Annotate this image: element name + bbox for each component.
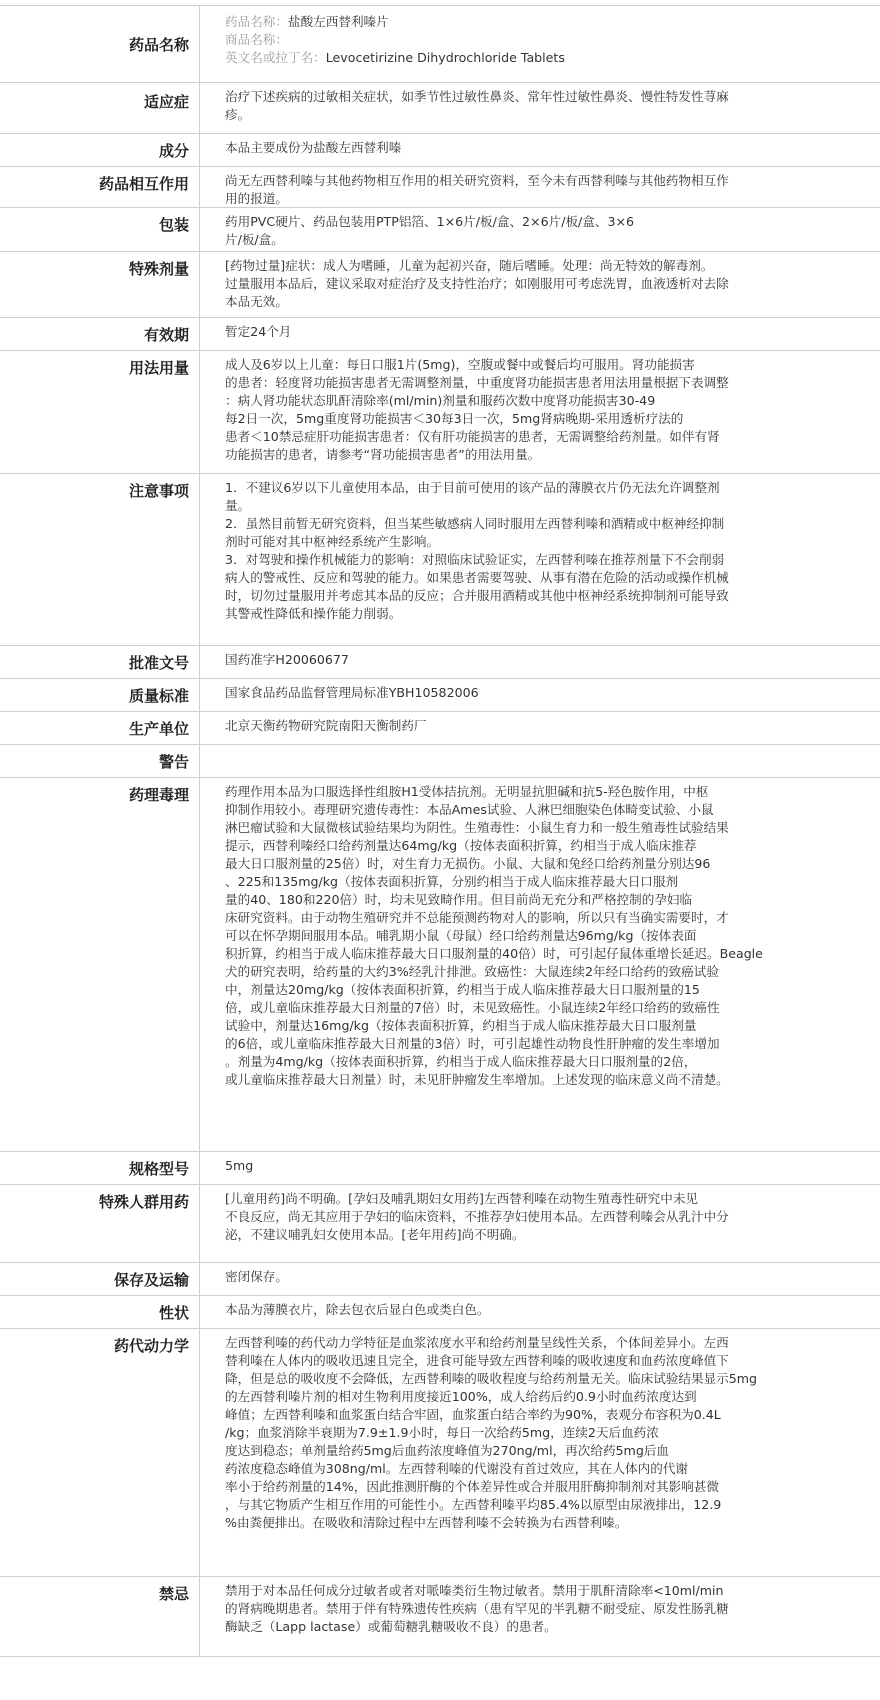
value-text-line: 抑制作用较小。毒理研究遗传毒性：本品Ames试验、人淋巴细胞染色体畸变试验、小鼠	[225, 802, 714, 817]
value-text-line: ：病人肾功能状态肌酐清除率(ml/min)剂量和服药次数中度肾功能损害30-49	[225, 393, 656, 408]
row-label-cell	[0, 1329, 200, 1576]
value-text-line: 或儿童临床推荐最大日剂量）时，未见肝肿瘤发生率增加。上述发现的临床意义尚不清楚。	[225, 1072, 729, 1087]
value-text-line: 国药准字H20060677	[225, 652, 349, 667]
value-text-line: 时，切勿过量服用并考虑其本品的反应；合并服用酒精或其他中枢神经系统抑制剂可能导致	[225, 588, 729, 603]
row-label-cell	[0, 167, 200, 207]
row-label-cell	[0, 1263, 200, 1295]
value-text-line: 病人的警戒性、反应和驾驶的能力。如果患者需要驾驶、从事有潜在危险的活动或操作机械	[225, 570, 729, 585]
value-text-line: 最大日口服剂量的25倍）时，对生育力无损伤。小鼠、大鼠和兔经口给药剂量分别达96	[225, 856, 711, 871]
row-value-cell	[225, 717, 815, 735]
value-text-line: 量。	[225, 498, 251, 513]
value-text-line: 床研究资料。由于动物生殖研究并不总能预测药物对人的影响，所以只有当确实需要时，才	[225, 910, 729, 925]
info-row	[0, 252, 880, 318]
value-text-line: 的左西替利嗪片剂的相对生物利用度接近100%，成人给药后约0.9小时血药浓度达到	[225, 1389, 697, 1404]
row-label: 药品名称	[128, 36, 189, 54]
row-value-cell	[225, 257, 815, 311]
row-value-cell	[225, 1190, 815, 1244]
value-text-line: 剂时可能对其中枢神经系统产生影响。	[225, 534, 440, 549]
row-label: 生产单位	[128, 720, 189, 738]
row-label-cell	[0, 1577, 200, 1656]
row-value-cell	[225, 1157, 815, 1175]
info-row	[0, 1185, 880, 1263]
value-text-line: 本品为薄膜衣片，除去包衣后显白色或类白色。	[225, 1302, 490, 1317]
value-text-line: 北京天衡药物研究院南阳天衡制药厂	[225, 718, 427, 733]
row-value-cell	[225, 323, 815, 341]
row-label: 禁忌	[158, 1585, 189, 1603]
row-label: 药理毒理	[128, 786, 189, 804]
value-text-line: [药物过量]症状：成人为嗜睡，儿童为起初兴奋，随后嗜睡。处理：尚无特效的解毒剂。	[225, 258, 714, 273]
row-label-cell	[0, 778, 200, 1151]
info-row	[0, 208, 880, 252]
value-text-line: 药用PVC硬片、药品包装用PTP铝箔、1×6片/板/盒、2×6片/板/盒、3×6	[225, 214, 635, 229]
row-value-cell	[225, 479, 815, 623]
info-row	[0, 474, 880, 646]
value-text-line: 每2日一次，5mg重度肾功能损害＜30每3日一次，5mg肾病晚期-采用透析疗法的	[225, 411, 684, 426]
info-row	[0, 1296, 880, 1329]
row-label: 药代动力学	[113, 1337, 189, 1355]
row-label-cell	[0, 134, 200, 166]
row-value-cell	[225, 13, 815, 67]
value-text-line: 不良反应，尚无其应用于孕妇的临床资料，不推荐孕妇使用本品。左西替利嗪会从乳汁中分	[225, 1209, 729, 1224]
row-label-cell	[0, 351, 200, 473]
value-text-line: 倍，或儿童临床推荐最大日剂量的7倍）时，未见致癌性。小鼠连续2年经口给药的致癌性	[225, 1000, 720, 1015]
row-value-cell	[225, 1582, 815, 1636]
english-name-key: 英文名或拉丁名：	[225, 50, 326, 65]
value-text-line: 率小于给药剂量的14%，因此推测肝酶的个体差异性或合并服用肝酶抑制剂对其影响甚微	[225, 1479, 719, 1494]
value-text-line: 尚无左西替利嗪与其他药物相互作用的相关研究资料，至今未有西替利嗪与其他药物相互作	[225, 173, 729, 188]
value-text-line: 替利嗪在人体内的吸收迅速且完全，进食可能导致左西替利嗪的吸收速度和血药浓度峰值下	[225, 1353, 729, 1368]
row-label-cell	[0, 318, 200, 350]
value-text-line: 。剂量为4mg/kg（按体表面积折算，约相当于成人临床推荐最大日口服剂量的2倍，	[225, 1054, 697, 1069]
row-value-cell	[225, 356, 815, 464]
value-text-line: 本品主要成份为盐酸左西替利嗪	[225, 140, 402, 155]
value-text-line: 酶缺乏（Lapp lactase）或葡萄糖乳糖吸收不良）的患者。	[225, 1619, 557, 1634]
row-label: 特殊人群用药	[98, 1193, 189, 1211]
value-text-line: 用的报道。	[225, 191, 288, 206]
value-text-line: 其警戒性降低和操作能力削弱。	[225, 606, 402, 621]
value-text-line: %由粪便排出。在吸收和清除过程中左西替利嗪不会转换为右西替利嗪。	[225, 1515, 628, 1530]
row-label: 成分	[158, 142, 189, 160]
row-label: 适应症	[143, 93, 189, 111]
value-text-line: 过量服用本品后，建议采取对症治疗及支持性治疗；如刚服用可考虑洗胃，血液透析对去除	[225, 276, 729, 291]
row-label-cell	[0, 6, 200, 82]
row-label-cell	[0, 679, 200, 711]
row-value-cell	[225, 1334, 815, 1532]
info-row	[0, 679, 880, 712]
info-row	[0, 745, 880, 778]
value-text-line: ，与其它物质产生相互作用的可能性小。左西替利嗪平均85.4%以原型由尿液排出，12.9	[225, 1497, 722, 1512]
value-text-line: 2．虽然目前暂无研究资料，但当某些敏感病人同时服用左西替利嗪和酒精或中枢神经抑制	[225, 516, 725, 531]
trade-name-key: 商品名称：	[225, 32, 288, 47]
row-value-cell	[225, 172, 815, 208]
row-value-cell	[225, 1268, 815, 1286]
row-value-cell	[225, 88, 815, 124]
info-row	[0, 1152, 880, 1185]
row-label: 警告	[158, 753, 189, 771]
value-text-line: 峰值；左西替利嗪和血浆蛋白结合牢固，血浆蛋白结合率约为90%，表观分布容积为0.4L	[225, 1407, 721, 1422]
value-text-line: 泌，不建议哺乳妇女使用本品。[老年用药]尚不明确。	[225, 1227, 525, 1242]
row-value-cell	[225, 783, 815, 1089]
value-text-line: 密闭保存。	[225, 1269, 288, 1284]
row-value-cell	[225, 213, 815, 249]
info-row	[0, 83, 880, 134]
info-row	[0, 318, 880, 351]
row-label-cell	[0, 712, 200, 744]
value-text-line: 1．不建议6岁以下儿童使用本品，由于目前可使用的该产品的薄膜衣片仍无法允许调整剂	[225, 480, 720, 495]
value-text-line: 片/板/盒。	[225, 232, 284, 247]
value-text-line: 中，剂量达20mg/kg（按体表面积折算，约相当于成人临床推荐最大日口服剂量的15	[225, 982, 700, 997]
row-value-cell	[225, 684, 815, 702]
row-label-cell	[0, 646, 200, 678]
value-text-line: 积折算，约相当于成人临床推荐最大日口服剂量的40倍）时，可引起仔鼠体重增长延迟。Beagle	[225, 946, 763, 961]
value-text-line: 5mg	[225, 1158, 254, 1173]
info-row	[0, 646, 880, 679]
value-text-line: 患者＜10禁忌症肝功能损害患者：仅有肝功能损害的患者，无需调整给药剂量。如伴有肾	[225, 429, 720, 444]
value-text-line: 药浓度稳态峰值为308ng/ml。左西替利嗪的代谢没有首过效应，其在人体内的代谢	[225, 1461, 689, 1476]
value-text-line: 降，但是总的吸收度不会降低，左西替利嗪的吸收程度与给药剂量无关。临床试验结果显示5mg	[225, 1371, 758, 1386]
value-text-line: 的肾病晚期患者。禁用于伴有特殊遗传性疾病（患有罕见的半乳糖不耐受症、原发性肠乳糖	[225, 1601, 729, 1616]
value-text-line: 暂定24个月	[225, 324, 292, 339]
row-label-cell	[0, 474, 200, 645]
value-text-line: 淋巴瘤试验和大鼠微核试验结果均为阴性。生殖毒性：小鼠生育力和一般生殖毒性试验结果	[225, 820, 729, 835]
row-label-cell	[0, 1185, 200, 1262]
row-label: 保存及运输	[113, 1271, 189, 1289]
value-text-line: 本品无效。	[225, 294, 288, 309]
info-row	[0, 712, 880, 745]
generic-name-line	[225, 13, 815, 31]
row-label: 注意事项	[128, 482, 189, 500]
row-label: 包装	[158, 216, 189, 234]
row-label: 用法用量	[128, 359, 189, 377]
value-text-line: 、225和135mg/kg（按体表面积折算，分别约相当于成人临床推荐最大日口服剂	[225, 874, 679, 889]
row-value-cell	[225, 1301, 815, 1319]
row-value-cell	[225, 139, 815, 157]
value-text-line: 成人及6岁以上儿童：每日口服1片(5mg)，空腹或餐中或餐后均可服用。肾功能损害	[225, 357, 695, 372]
info-row	[0, 1577, 880, 1657]
value-text-line: 的患者：轻度肾功能损害患者无需调整剂量，中重度肾功能损害患者用法用量根据下表调整	[225, 375, 729, 390]
generic-name-value: 盐酸左西替利嗪片	[287, 14, 389, 29]
info-row	[0, 134, 880, 167]
value-text-line: 度达到稳态；单剂量给药5mg后血药浓度峰值为270ng/ml，再次给药5mg后血	[225, 1443, 670, 1458]
value-text-line: 左西替利嗪的药代动力学特征是血浆浓度水平和给药剂量呈线性关系，个体间差异小。左西	[225, 1335, 729, 1350]
english-name-value: Levocetirizine Dihydrochloride Tablets	[325, 50, 565, 65]
row-value-cell	[225, 651, 815, 669]
info-row	[0, 778, 880, 1152]
row-label: 有效期	[143, 326, 189, 344]
generic-name-key: 药品名称：	[225, 14, 288, 29]
value-text-line: 可以在怀孕期间服用本品。哺乳期小鼠（母鼠）经口给药剂量达96mg/kg（按体表面	[225, 928, 697, 943]
value-text-line: 的6倍，或儿童临床推荐最大日剂量的3倍）时，可引起雄性动物良性肝肿瘤的发生率增加	[225, 1036, 720, 1051]
info-row	[0, 1329, 880, 1577]
info-row	[0, 167, 880, 208]
value-text-line: 治疗下述疾病的过敏相关症状，如季节性过敏性鼻炎、常年性过敏性鼻炎、慢性特发性荨麻	[225, 89, 729, 104]
row-label: 规格型号	[128, 1160, 189, 1178]
english-name-line	[225, 49, 815, 67]
value-text-line: 国家食品药品监督管理局标准YBH10582006	[225, 685, 479, 700]
info-row	[0, 1263, 880, 1296]
row-label: 特殊剂量	[128, 260, 189, 278]
row-label: 药品相互作用	[98, 175, 189, 193]
row-label: 性状	[158, 1304, 189, 1322]
value-text-line: 3．对驾驶和操作机械能力的影响：对照临床试验证实，左西替利嗪在推荐剂量下不会削弱	[225, 552, 725, 567]
value-text-line: 试验中，剂量达16mg/kg（按体表面积折算，约相当于成人临床推荐最大日口服剂量	[225, 1018, 697, 1033]
value-text-line: [儿童用药]尚不明确。[孕妇及哺乳期妇女用药]左西替利嗪在动物生殖毒性研究中未见	[225, 1191, 699, 1206]
row-label: 质量标准	[128, 687, 189, 705]
row-label-cell	[0, 1296, 200, 1328]
value-text-line: 功能损害的患者，请参考“肾功能损害患者”的用法用量。	[225, 447, 541, 462]
value-text-line: 量的40、180和220倍）时，均未见致畸作用。但目前尚无充分和严格控制的孕妇临	[225, 892, 693, 907]
value-text-line: /kg；血浆消除半衰期为7.9±1.9小时，每日一次给药5mg，连续2天后血药浓	[225, 1425, 659, 1440]
row-label-cell	[0, 1152, 200, 1184]
row-label-cell	[0, 83, 200, 133]
row-label-cell	[0, 252, 200, 317]
info-row-drug-name	[0, 5, 880, 83]
value-text-line: 药理作用本品为口服选择性组胺H1受体拮抗剂。无明显抗胆碱和抗5-羟色胺作用，中枢	[225, 784, 709, 799]
value-text-line: 疹。	[225, 107, 251, 122]
row-label-cell	[0, 745, 200, 777]
info-row	[0, 351, 880, 474]
value-text-line: 提示，西替利嗪经口给药剂量达64mg/kg（按体表面积折算，约相当于成人临床推荐	[225, 838, 697, 853]
trade-name-line	[225, 31, 815, 49]
row-label: 批准文号	[128, 654, 189, 672]
row-label-cell	[0, 208, 200, 251]
value-text-line: 禁用于对本品任何成分过敏者或者对哌嗪类衍生物过敏者。禁用于肌酐清除率<10ml/min	[225, 1583, 724, 1598]
value-text-line: 犬的研究表明，给药量的大约3%经乳汁排泄。致癌性：大鼠连续2年经口给药的致癌试验	[225, 964, 719, 979]
